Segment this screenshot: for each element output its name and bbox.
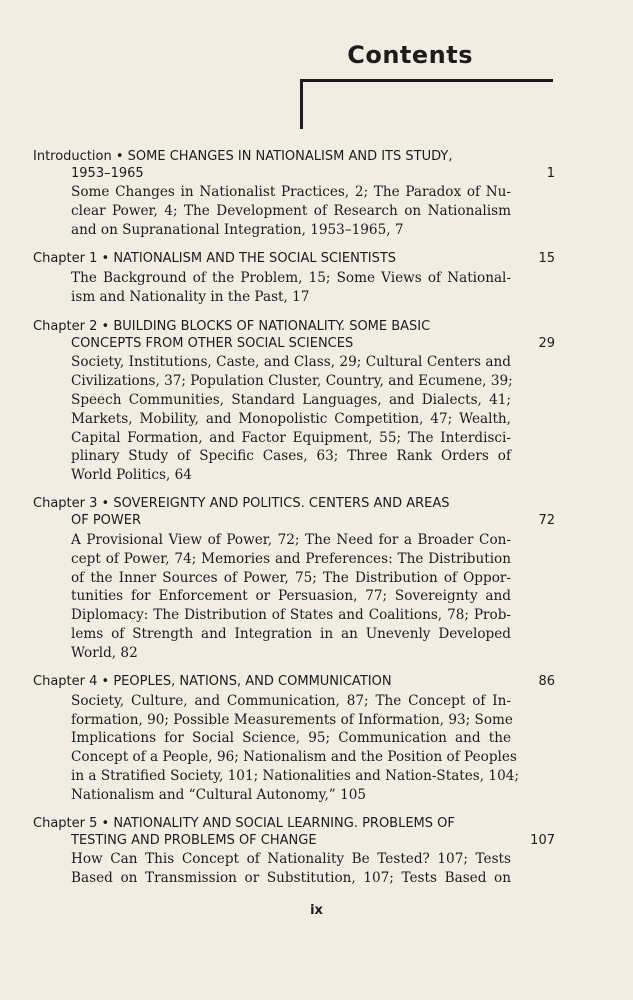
entry-heading-text: PEOPLES, NATIONS, AND COMMUNICATION bbox=[113, 674, 392, 689]
bullet-separator: • bbox=[97, 674, 114, 689]
entry-subtopics-line: formation, 90; Possible Measurements of Information, 93; Some bbox=[71, 712, 513, 728]
entry-subtopics-line: World Politics, 64 bbox=[71, 467, 192, 483]
entry-heading bbox=[33, 495, 450, 513]
entry-heading bbox=[33, 318, 430, 336]
entry-heading bbox=[33, 148, 452, 166]
entry-heading-continued: CONCEPTS FROM OTHER SOCIAL SCIENCES bbox=[71, 336, 354, 351]
entry-page-number: 72 bbox=[538, 513, 555, 528]
entry-page-number: 107 bbox=[530, 833, 555, 848]
title-rule-vertical bbox=[300, 79, 303, 129]
entry-subtopics-line: of the Inner Sources of Power, 75; The Distribution of Oppor- bbox=[71, 570, 511, 586]
entry-subtopics-line: Nationalism and “Cultural Autonomy,” 105 bbox=[71, 787, 367, 803]
bullet-separator: • bbox=[97, 319, 114, 334]
entry-heading-continued: TESTING AND PROBLEMS OF CHANGE bbox=[71, 833, 317, 848]
entry-page-number: 29 bbox=[538, 336, 555, 351]
entry-subtopics-line: A Provisional View of Power, 72; The Need for a Broader Con- bbox=[71, 532, 511, 548]
entry-subtopics-line: Civilizations, 37; Population Cluster, Country, and Ecumene, 39; bbox=[71, 373, 513, 389]
entry-heading-text: NATIONALITY AND SOCIAL LEARNING. PROBLEMS OF bbox=[113, 816, 455, 831]
entry-subtopics-line: tunities for Enforcement or Persuasion, 77; Sovereignty and bbox=[71, 588, 511, 604]
page-folio: ix bbox=[310, 903, 323, 918]
entry-subtopics-line: and on Supranational Integration, 1953–1965, 7 bbox=[71, 222, 404, 238]
entry-label: Chapter 4 bbox=[33, 674, 98, 689]
entry-subtopics-line: World, 82 bbox=[71, 645, 138, 661]
entry-subtopics-line: cept of Power, 74; Memories and Preferences: The Distribution bbox=[71, 551, 511, 567]
entry-subtopics-line: Implications for Social Science, 95; Communication and the bbox=[71, 730, 511, 746]
title-rule-horizontal bbox=[300, 79, 553, 82]
entry-heading bbox=[33, 673, 392, 691]
entry-heading-text: SOVEREIGNTY AND POLITICS. CENTERS AND AREAS bbox=[113, 496, 450, 511]
entry-subtopics-line: clear Power, 4; The Development of Research on Nationalism bbox=[71, 203, 511, 219]
entry-page-number: 15 bbox=[538, 251, 555, 266]
entry-label: Introduction bbox=[33, 149, 112, 164]
entry-heading bbox=[33, 250, 396, 268]
entry-subtopics-line: How Can This Concept of Nationality Be Tested? 107; Tests bbox=[71, 851, 511, 867]
entry-subtopics-line: Diplomacy: The Distribution of States and Coalitions, 78; Prob- bbox=[71, 607, 511, 623]
entry-subtopics-line: lems of Strength and Integration in an Unevenly Developed bbox=[71, 626, 511, 642]
entry-subtopics-line: Speech Communities, Standard Languages, and Dialects, 41; bbox=[71, 392, 511, 408]
bullet-separator: • bbox=[97, 496, 114, 511]
entry-heading-text: BUILDING BLOCKS OF NATIONALITY. SOME BASIC bbox=[113, 319, 431, 334]
entry-subtopics-line: plinary Study of Specific Cases, 63; Three Rank Orders of bbox=[71, 448, 511, 464]
entry-heading-text: NATIONALISM AND THE SOCIAL SCIENTISTS bbox=[113, 251, 397, 266]
entry-subtopics-line: in a Stratified Society, 101; Nationalities and Nation-States, 104; bbox=[71, 768, 519, 784]
entry-heading-continued: OF POWER bbox=[71, 513, 142, 528]
entry-subtopics-line: Capital Formation, and Factor Equipment, 55; The Interdisci- bbox=[71, 430, 511, 446]
bullet-separator: • bbox=[111, 149, 128, 164]
entry-heading-text: SOME CHANGES IN NATIONALISM AND ITS STUDY, bbox=[127, 149, 453, 164]
entry-subtopics-line: ism and Nationality in the Past, 17 bbox=[71, 289, 310, 305]
entry-subtopics-line: Society, Institutions, Caste, and Class, 29; Cultural Centers and bbox=[71, 354, 511, 370]
entry-label: Chapter 2 bbox=[33, 319, 98, 334]
entry-label: Chapter 5 bbox=[33, 816, 98, 831]
bullet-separator: • bbox=[97, 251, 114, 266]
bullet-separator: • bbox=[97, 816, 114, 831]
entry-subtopics-line: Society, Culture, and Communication, 87; The Concept of In- bbox=[71, 693, 511, 709]
entry-page-number: 86 bbox=[538, 674, 555, 689]
entry-subtopics-line: Concept of a People, 96; Nationalism and the Position of Peoples bbox=[71, 749, 517, 765]
page-title: Contents bbox=[347, 41, 473, 69]
entry-subtopics-line: Markets, Mobility, and Monopolistic Competition, 47; Wealth, bbox=[71, 411, 511, 427]
entry-heading-continued: 1953–1965 bbox=[71, 166, 144, 181]
entry-subtopics-line: The Background of the Problem, 15; Some Views of National- bbox=[71, 270, 511, 286]
entry-subtopics-line: Some Changes in Nationalist Practices, 2; The Paradox of Nu- bbox=[71, 184, 511, 200]
entry-heading bbox=[33, 815, 455, 833]
entry-label: Chapter 3 bbox=[33, 496, 98, 511]
entry-subtopics-line: Based on Transmission or Substitution, 107; Tests Based on bbox=[71, 870, 511, 886]
entry-page-number: 1 bbox=[546, 166, 555, 181]
entry-label: Chapter 1 bbox=[33, 251, 98, 266]
